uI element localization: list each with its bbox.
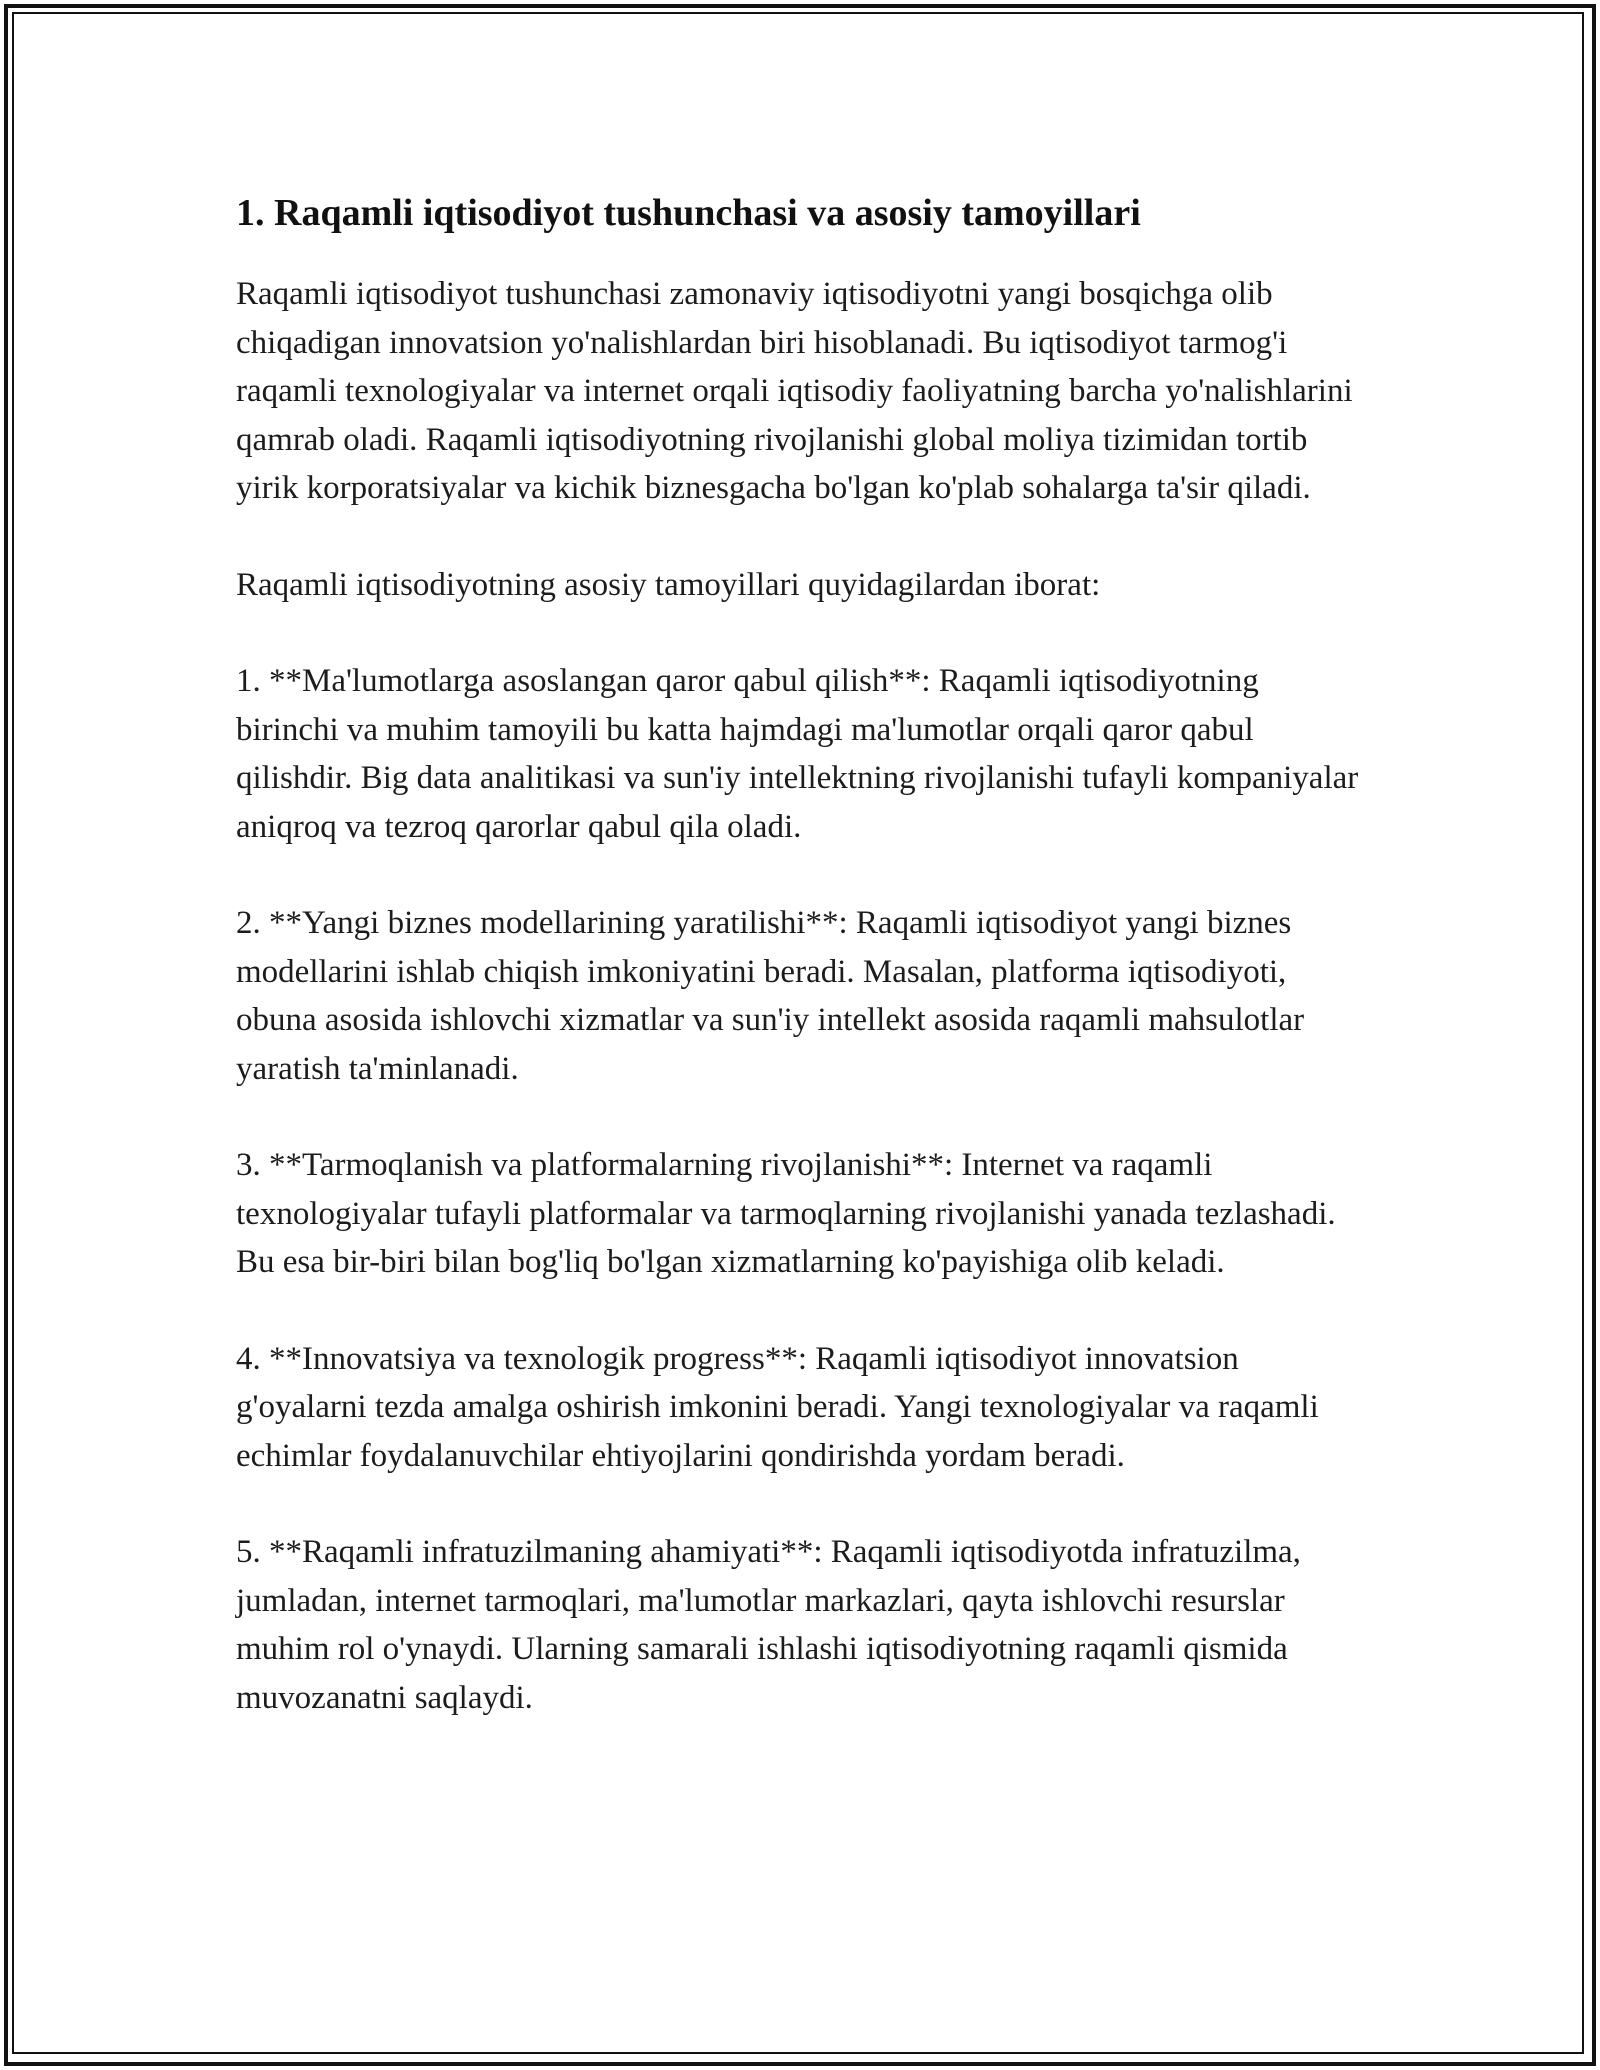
principle-item-4: 4. **Innovatsiya va texnologik progress**: Raqamli iqtisodiyot innovatsion g'oyalarni tezda amalga oshirish imkonini beradi. Yangi texnologiyalar va raqamli echimlar foydalanuvchilar ehtiyojlarini qondirishda yordam beradi. <box>236 1340 1319 1474</box>
principles-lead-paragraph: Raqamli iqtisodiyotning asosiy tamoyillari quyidagilardan iborat: <box>236 566 1101 603</box>
section-heading: 1. Raqamli iqtisodiyot tushunchasi va asosiy tamoyillari <box>236 192 1141 234</box>
principle-item-3: 3. **Tarmoqlanish va platformalarning rivojlanishi**: Internet va raqamli texnologiyalar tufayli platformalar va tarmoqlarning rivojlanishi yanada tezlashadi. Bu esa bir-biri bilan bog'liq bo'lgan xizmatlarning ko'payishiga olib keladi. <box>236 1147 1336 1280</box>
principle-item-2: 2. **Yangi biznes modellarining yaratilishi**: Raqamli iqtisodiyot yangi biznes modellarini ishlab chiqish imkoniyatini beradi. Masalan, platforma iqtisodiyoti, obuna asosida ishlovchi xizmatlar va sun'iy intellekt asosida raqamli mahsulotlar yaratish ta'minlanadi. <box>236 905 1305 1087</box>
intro-paragraph: Raqamli iqtisodiyot tushunchasi zamonaviy iqtisodiyotni yangi bosqichga olib chiqadigan innovatsion yo'nalishlardan biri hisoblanadi. Bu iqtisodiyot tarmog'i raqamli texnologiyalar va internet orqali iqtisodiy faoliyatning barcha yo'nalishlarini qamrab oladi. Raqamli iqtisodiyotning rivojlanishi global moliya tizimidan tortib yirik korporatsiyalar va kichik biznesgacha bo'lgan ko'plab sohalarga ta'sir qiladi. <box>236 276 1353 506</box>
principle-item-5: 5. **Raqamli infratuzilmaning ahamiyati**: Raqamli iqtisodiyotda infratuzilma, jumladan, internet tarmoqlari, ma'lumotlar markazlari, qayta ishlovchi resurslar muhim rol o'ynaydi. Ularning samarali ishlashi iqtisodiyotning raqamli qismida muvozanatni saqlaydi. <box>236 1534 1301 1716</box>
document-body <box>236 188 1366 1770</box>
principle-item-1: 1. **Ma'lumotlarga asoslangan qaror qabul qilish**: Raqamli iqtisodiyotning birinchi va muhim tamoyili bu katta hajmdagi ma'lumotlar orqali qaror qabul qilishdir. Big data analitikasi va sun'iy intellektning rivojlanishi tufayli kompaniyalar aniqroq va tezroq qarorlar qabul qila oladi. <box>236 663 1359 845</box>
